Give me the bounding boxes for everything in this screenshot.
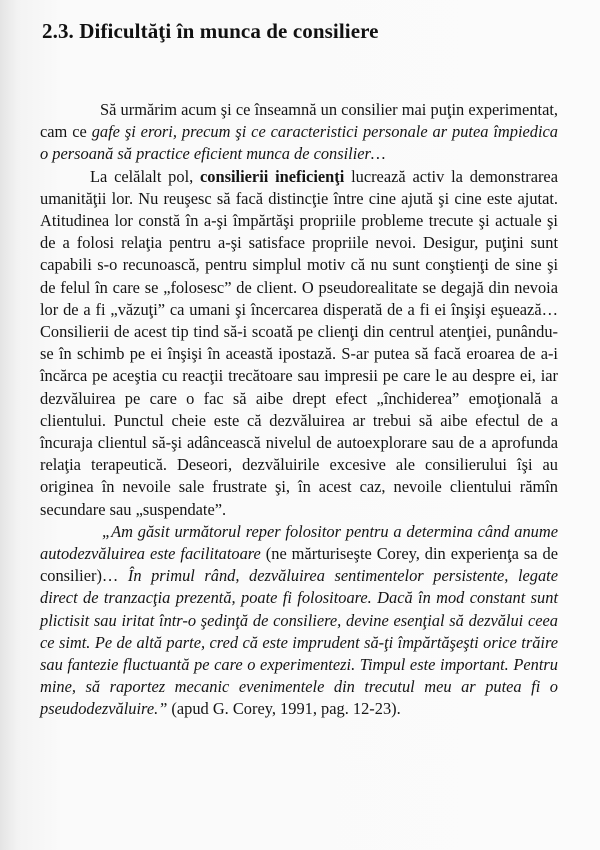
quote-italic-2: În primul rând, dezvăluirea sentimentelor persistente, legate direct de tranzacţia prezentă, poate fi folositoare. Dacă în mod constant sunt plictisit sau iritat într-o şedinţă de consiliere, devine esenţial să dezvălui ceea ce simt. Pe de altă parte, cred că este imprudent să-ţi împărtăşeşti orice trăire sau fantezie fluctuantă pe care o experimentezi. Timpul este important. Pentru mine, să raportez mecanic evenimentele din trecutul meu ar putea fi o pseudodezvăluire.” bbox=[40, 566, 558, 719]
p2-rest: lucrează activ la demonstrarea umanităţii lor. Nu reuşesc să facă distincţie între cine ajută şi cine este ajutat. Atitudinea lor constă în a-şi împărtăşi propriile probleme trecute şi actuale şi de a folosi relaţia pentru a-şi satisface propriile nevoi. Desigur, puţini sunt capabili s-o recunoască, pentru simplul motiv că nu sunt conştienţi de sine şi de felul în care se „folosesc” de client. O pseudorealitate se degajă din nevoia lor de a fi „văzuţi” ca umani şi încercarea disperată de a fi ei înşişi eşuează… Consilierii de acest tip tind să-i scoată pe clienţi din centrul atenţiei, punându-se în schimb pe ei înşişi în această ipostază. S-ar putea să facă eroarea de a-i încărca pe aceştia cu reacţii trecătoare sau impresii pe care le au despre ei, iar dezvăluirea pe care o fac să aibe drept efect „închiderea” emoţională a clientului. Punctul cheie este că dezvăluirea ar trebui să aibe efectul de a încuraja clientul să-şi adâncească nivelul de autoexplorare sau de a aprofunda relaţia terapeutică. Deseori, dezvăluirile excesive ale consilierului îşi au originea în nevoile sale frustrate şi, în acest caz, nevoile clientului rămîn secundare sau „suspendate”. bbox=[40, 166, 558, 519]
p2-lead: La celălalt pol, bbox=[90, 166, 201, 186]
quote-italic-1: „Am găsit următorul reper folositor pentru a determina când anume autodezvăluirea este facilitatoare bbox=[40, 521, 558, 564]
paragraph-intro bbox=[40, 99, 558, 166]
quote-aside: (ne mărturiseşte Corey, din experienţa sa de consilier)… bbox=[40, 544, 558, 586]
section-heading: 2.3. Dificultăţi în munca de consiliere bbox=[42, 19, 379, 43]
p2-bold-term: consilierii ineficienţi bbox=[200, 166, 345, 186]
paragraph-corey-quote bbox=[40, 521, 558, 721]
page-content bbox=[40, 16, 558, 721]
intro-lead: Să urmărim acum şi ce înseamnă un consilier mai puţin experimentat, cam ce bbox=[40, 100, 558, 142]
paragraph-ineffective-counselors bbox=[40, 166, 558, 521]
body-text bbox=[40, 99, 558, 721]
intro-italic: gafe şi erori, precum şi ce caracteristici personale ar putea împiedica o persoană să practice eficient munca de consilier… bbox=[40, 122, 558, 164]
quote-citation: (apud G. Corey, 1991, pag. 12-23). bbox=[167, 699, 401, 719]
